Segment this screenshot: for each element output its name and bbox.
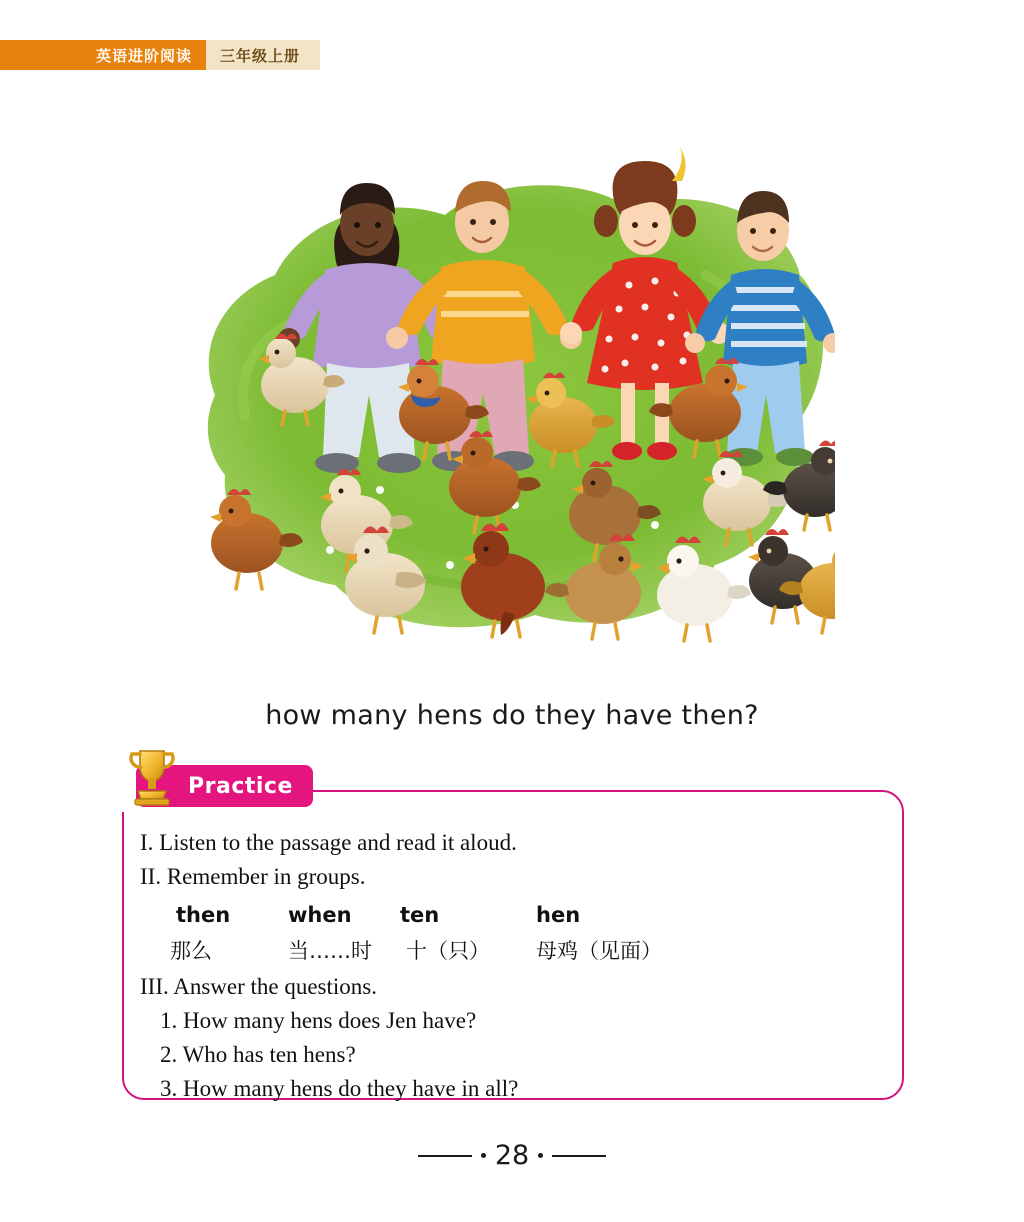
page-number: 28 [494,1140,530,1171]
practice-item-2: II. Remember in groups. [140,864,366,889]
footer-rule-left [418,1155,472,1157]
footer-dot-right [538,1153,543,1158]
trophy-icon [124,745,180,807]
footer-rule-right [552,1155,606,1157]
question-2: 2. Who has ten hens? [160,1042,356,1067]
vocab-cn-4: 母鸡（见面） [536,939,662,963]
series-label: 英语进阶阅读 [0,40,206,70]
footer-dot-left [481,1153,486,1158]
vocab-en-4: hen [536,903,581,927]
question-3: 3. How many hens do they have in all? [160,1076,519,1101]
vocab-en-2: when [288,903,352,927]
practice-tab-label: Practice [188,773,293,799]
practice-content [140,826,900,1106]
page-footer [0,1140,1024,1171]
page-caption: how many hens do they have then? [265,700,759,731]
vocab-cn-3: 十（只） [406,939,490,963]
question-1: 1. How many hens does Jen have? [160,1008,477,1033]
vocab-cn-2: 当……时 [288,939,372,963]
vocab-en-1: then [176,903,231,927]
vocab-cn-row [140,934,900,968]
grade-label: 三年级上册 [206,40,320,70]
practice-item-3: III. Answer the questions. [140,974,377,999]
vocab-en-row [140,898,900,932]
page-header [0,40,320,70]
scene-illustration [185,95,835,675]
vocab-en-3: ten [400,903,440,927]
vocab-cn-1: 那么 [170,939,212,963]
practice-item-1: I. Listen to the passage and read it aloud. [140,830,517,855]
